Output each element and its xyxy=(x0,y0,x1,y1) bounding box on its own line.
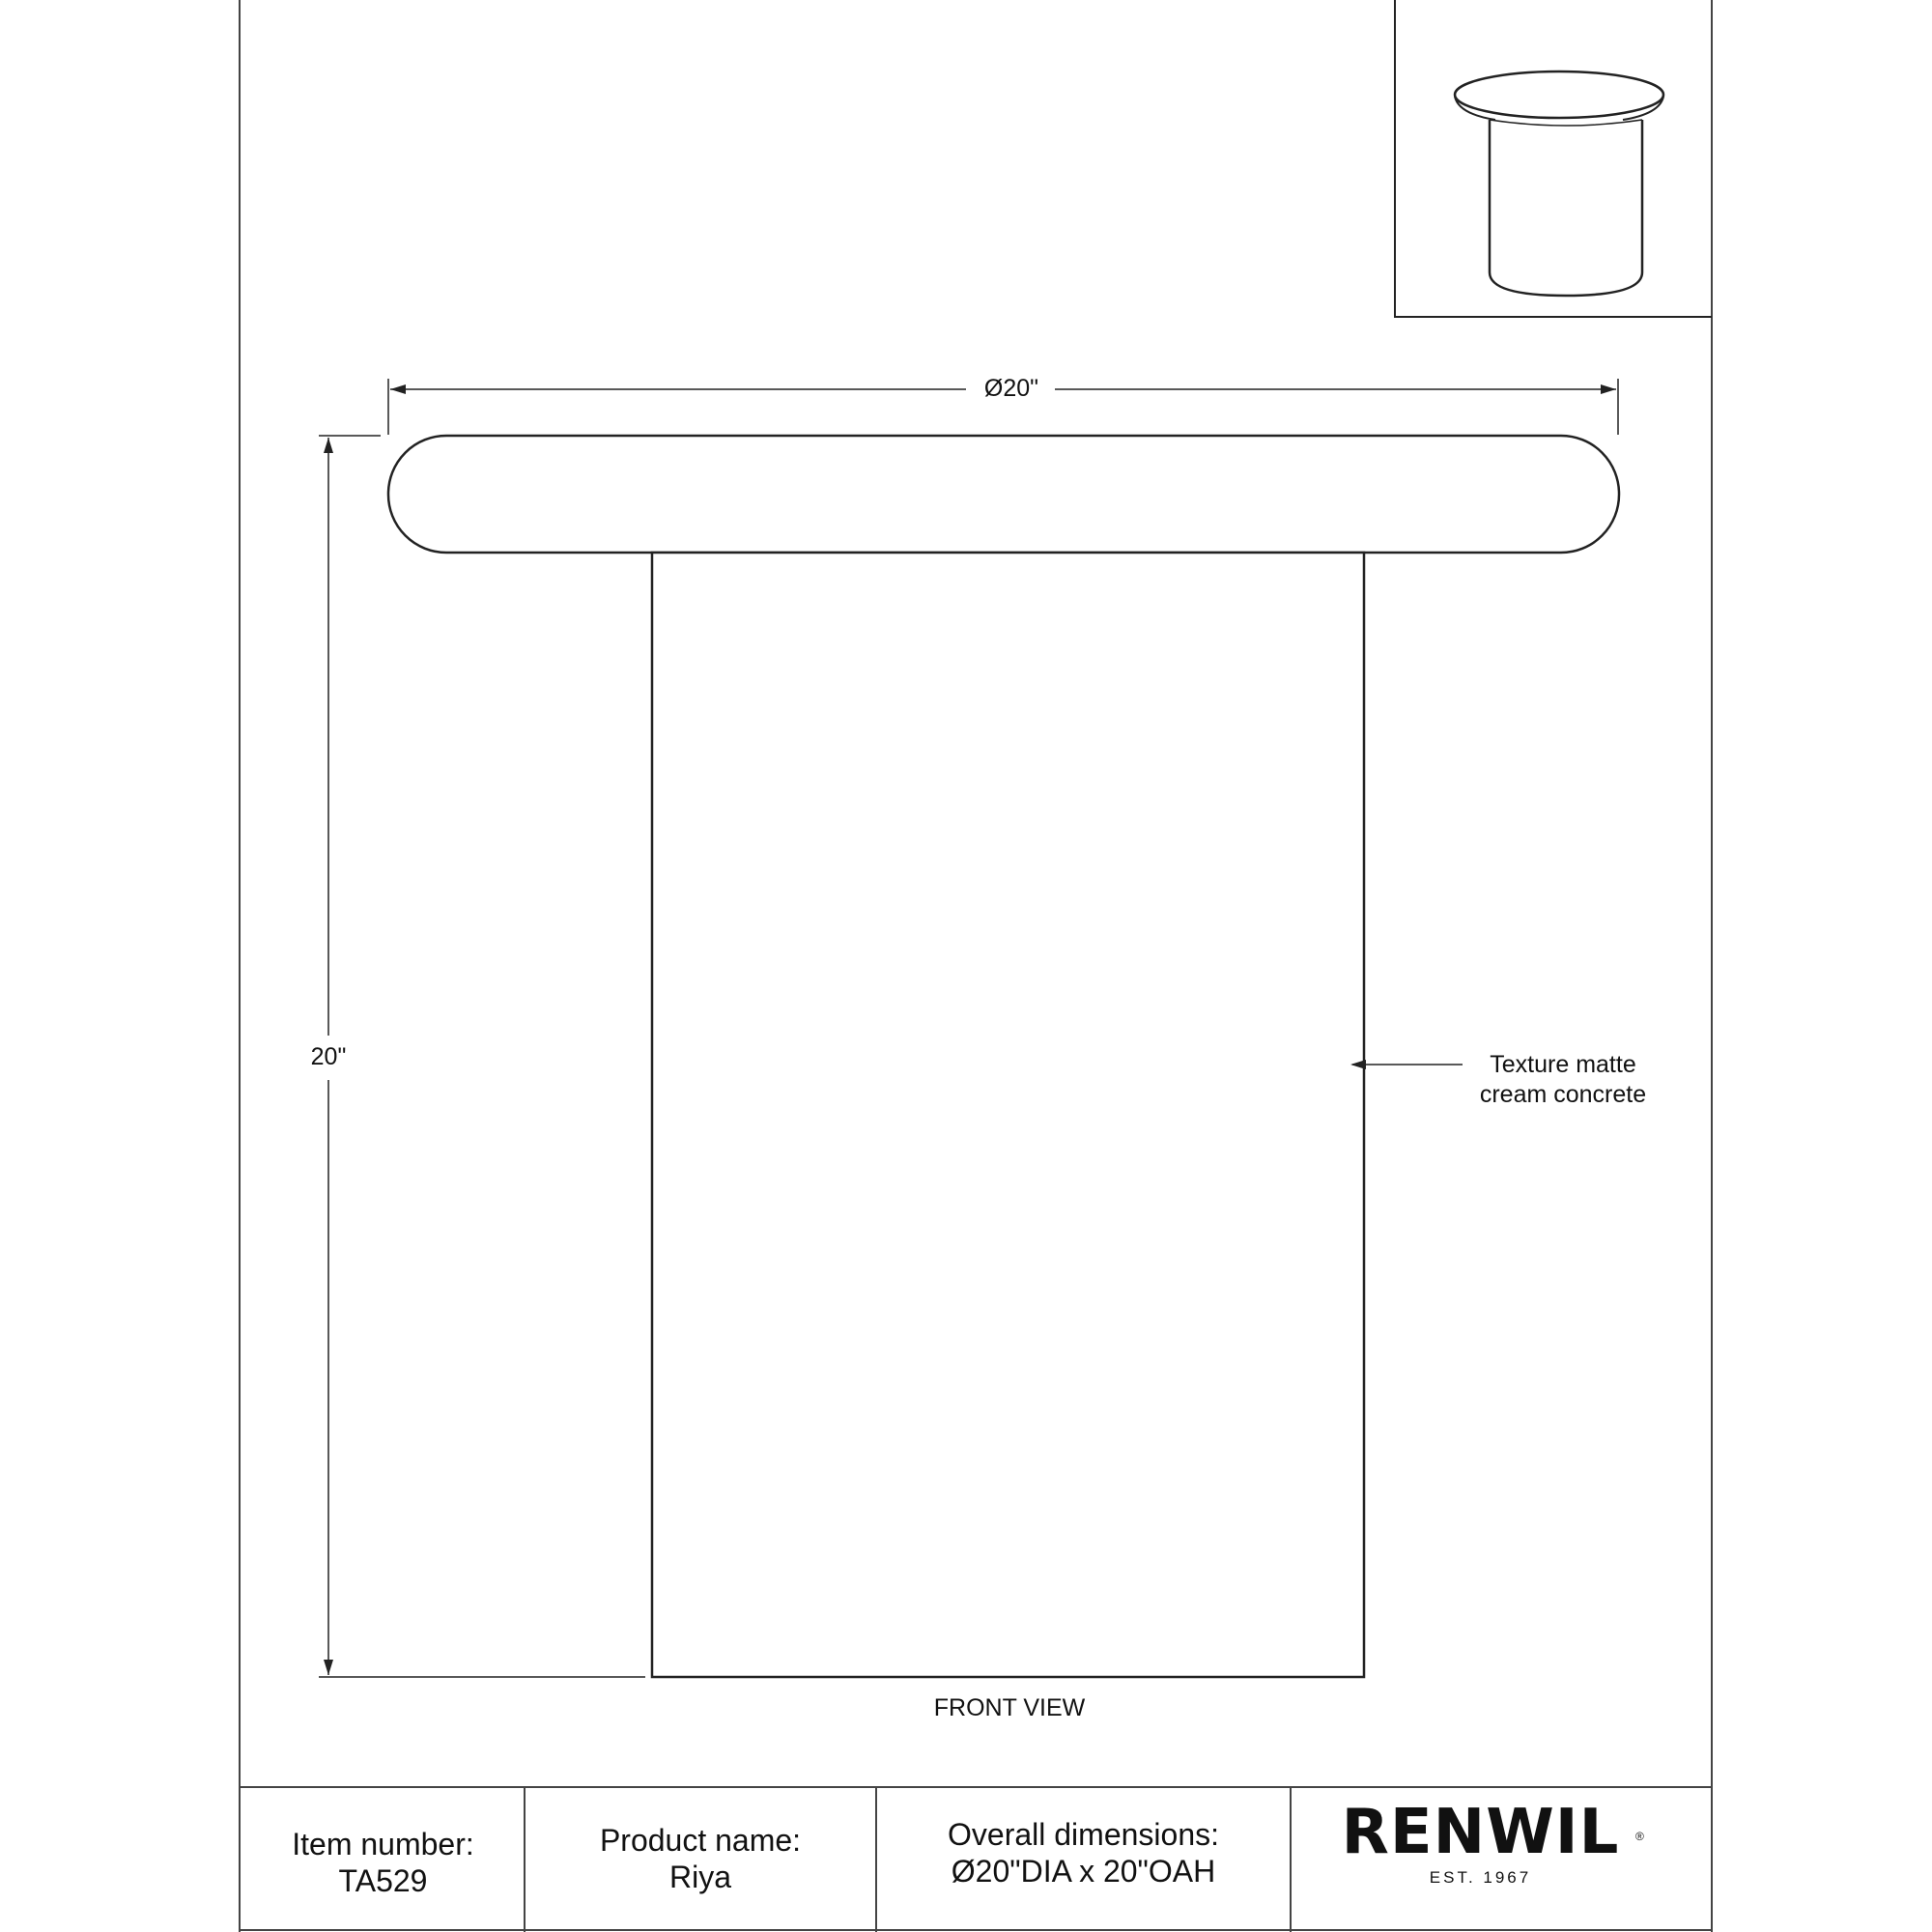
brand-logo xyxy=(1299,1799,1662,1888)
brand-name: RENWIL xyxy=(1341,1797,1620,1868)
item-number-label: Item number: xyxy=(292,1827,474,1861)
item-number-cell xyxy=(242,1789,525,1932)
perspective-thumbnail xyxy=(1395,0,1712,317)
product-name-label: Product name: xyxy=(599,1823,802,1858)
height-dimension-label: 20" xyxy=(310,1043,347,1070)
registered-mark: ® xyxy=(1635,1830,1644,1843)
material-leader xyxy=(1350,1060,1463,1069)
width-dimension-label: Ø20" xyxy=(983,375,1039,402)
material-note-line1: Texture matte xyxy=(1490,1051,1636,1078)
product-name-cell xyxy=(525,1789,876,1932)
view-label: FRONT VIEW xyxy=(933,1694,1086,1721)
table-top xyxy=(388,436,1619,553)
pedestal-base xyxy=(652,553,1364,1677)
overall-dimensions-label: Overall dimensions: xyxy=(948,1817,1219,1852)
material-note-line2: cream concrete xyxy=(1479,1081,1647,1108)
item-number-value: TA529 xyxy=(338,1863,428,1898)
product-name-value: Riya xyxy=(668,1860,731,1894)
overall-dimensions-cell xyxy=(876,1789,1291,1932)
brand-tagline: EST. 1967 xyxy=(1429,1868,1532,1887)
overall-dimensions-value: Ø20"DIA x 20"OAH xyxy=(951,1854,1216,1889)
height-dimension xyxy=(319,436,645,1677)
